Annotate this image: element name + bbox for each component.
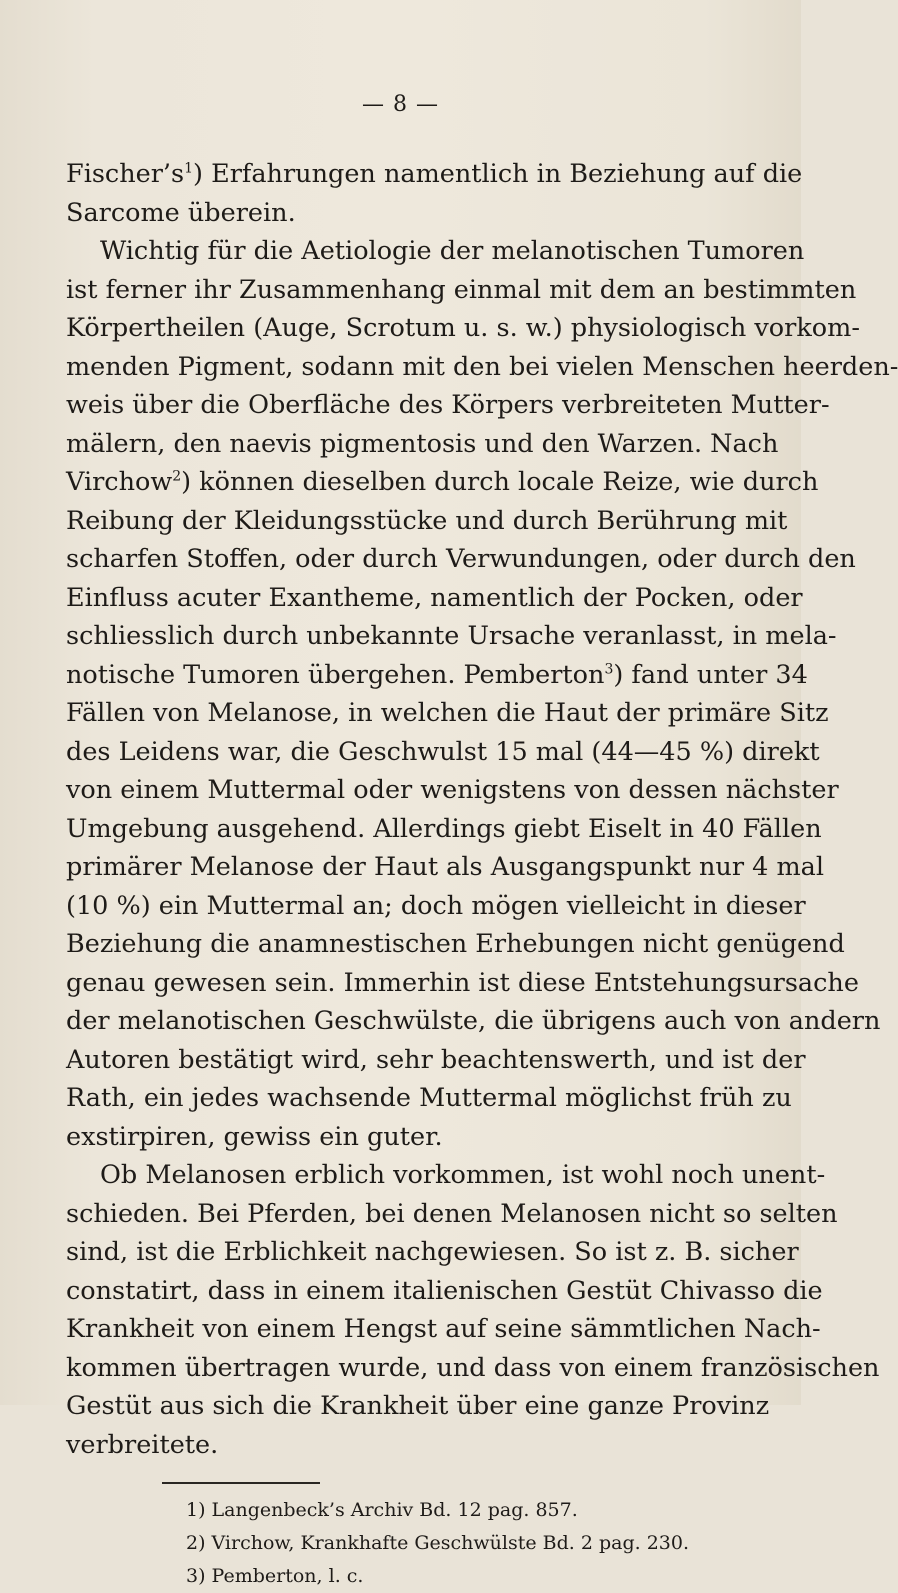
footnotes [186,1494,746,1593]
text-line-content: Beziehung die anamnestischen Erhebungen nicht genügend [66,929,845,959]
text-line-content: mälern, den naevis pigmentosis und den Warzen. Nach [66,428,779,459]
text-line [66,194,744,233]
footnote-marker: 3 [604,661,614,677]
text-line-content: scharfen Stoffen, oder durch Verwundungen, oder durch den [66,544,856,574]
text-line-content: weis über die Oberfläche des Körpers verbreiteten Mutter- [66,390,830,420]
text-line-content: ist ferner ihr Zusammenhang einmal mit dem an bestimmten [66,274,857,305]
text-line [66,617,837,656]
text-line [66,502,788,541]
text-line-content: menden Pigment, sodann mit den bei vielen Menschen heerden- [66,351,898,382]
text-line [66,1079,792,1118]
footnote: 1) Langenbeck’s Archiv Bd. 12 pag. 857. [186,1499,578,1521]
text-line [66,1310,821,1349]
text-line-rest: ) fand unter 34 [613,659,808,690]
text-line-rest: ) Erfahrungen namentlich in Beziehung auf die [193,159,803,189]
text-line [66,1195,838,1234]
text-line-content: Umgebung ausgehend. Allerdings giebt Eiselt in 40 Fällen [66,813,822,844]
text-line-content: schieden. Bei Pferden, bei denen Melanosen nicht so selten [66,1198,838,1229]
text-line-rest: ) können dieselben durch locale Reize, wie durch [181,467,819,497]
text-line [66,1387,770,1426]
text-line-content: des Leidens war, die Geschwulst 15 mal (44—45 %) direkt [66,736,820,767]
text-line [66,540,856,579]
footnote-marker: 2 [172,468,182,485]
text-line-content: notische Tumoren übergehen. Pemberton [66,659,605,690]
text-line [66,771,839,810]
text-line [66,271,857,310]
text-line-content: exstirpiren, gewiss ein guter. [66,1121,443,1152]
text-line-content: Rath, ein jedes wachsende Muttermal möglichst früh zu [66,1083,792,1113]
text-line [66,1041,806,1080]
text-line-content: von einem Muttermal oder wenigstens von dessen nächster [66,775,839,805]
text-line [66,1118,744,1157]
text-line [66,848,824,887]
text-line-content: Autoren bestätigt wird, sehr beachtenswerth, und ist der [66,1044,806,1075]
text-line-content: primärer Melanose der Haut als Ausgangspunkt nur 4 mal [66,852,824,882]
text-line-content: Fischer’s [66,159,185,189]
text-line [66,1156,826,1195]
text-line-content: Gestüt aus sich die Krankheit über eine ganze Provinz [66,1391,770,1421]
text-line-content: Krankheit von einem Hengst auf seine sämmtlichen Nach- [66,1314,821,1344]
text-line [66,1349,880,1388]
footnote: 3) Pemberton, l. c. [186,1565,364,1587]
text-line-content: genau gewesen sein. Immerhin ist diese Entstehungsursache [66,967,859,998]
text-line [66,1272,823,1311]
text-line-content: schliesslich durch unbekannte Ursache veranlasst, in mela- [66,621,837,651]
text-line-content: Einfluss acuter Exantheme, namentlich der Pocken, oder [66,582,803,613]
page-number: — 8 — [362,92,439,117]
text-line-content: Wichtig für die Aetiologie der melanotischen Tumoren [100,236,805,266]
text-line [66,348,898,387]
text-line [66,964,859,1003]
text-line [66,656,808,695]
text-line-content: Fällen von Melanose, in welchen die Haut der primäre Sitz [66,698,829,728]
body-text [66,155,898,1464]
text-line [66,386,830,425]
text-line-content: Sarcome überein. [66,197,296,228]
footnote: 2) Virchow, Krankhafte Geschwülste Bd. 2 pag. 230. [186,1532,690,1554]
text-line [66,232,805,271]
text-line [66,309,860,348]
footnote-marker: 1 [184,160,194,177]
text-line-content: sind, ist die Erblichkeit nachgewiesen. So ist z. B. sicher [66,1237,799,1267]
text-line-content: (10 %) ein Muttermal an; doch mögen vielleicht in dieser [66,890,806,921]
text-line [66,463,819,502]
text-line [66,425,779,464]
text-line-content: kommen übertragen wurde, und dass von einem französischen [66,1352,880,1383]
text-line [66,733,820,772]
footnote-divider [162,1482,320,1484]
text-line [66,810,822,849]
text-line-content: Körpertheilen (Auge, Scrotum u. s. w.) physiologisch vorkom- [66,313,860,343]
text-line-content: der melanotischen Geschwülste, die übrigens auch von andern [66,1006,881,1036]
text-line-content: verbreitete. [66,1429,219,1460]
text-line [66,155,803,194]
text-line [66,1002,881,1041]
text-line [66,1233,799,1272]
text-line [66,579,803,618]
text-line-content: constatirt, dass in einem italienischen Gestüt Chivasso die [66,1275,823,1306]
text-line-content: Virchow [66,467,173,497]
text-line [66,694,829,733]
text-line-content: Ob Melanosen erblich vorkommen, ist wohl noch unent- [100,1160,826,1190]
text-line [66,925,845,964]
text-line-content: Reibung der Kleidungsstücke und durch Berührung mit [66,505,788,536]
text-line [66,887,806,926]
text-line [66,1426,744,1465]
